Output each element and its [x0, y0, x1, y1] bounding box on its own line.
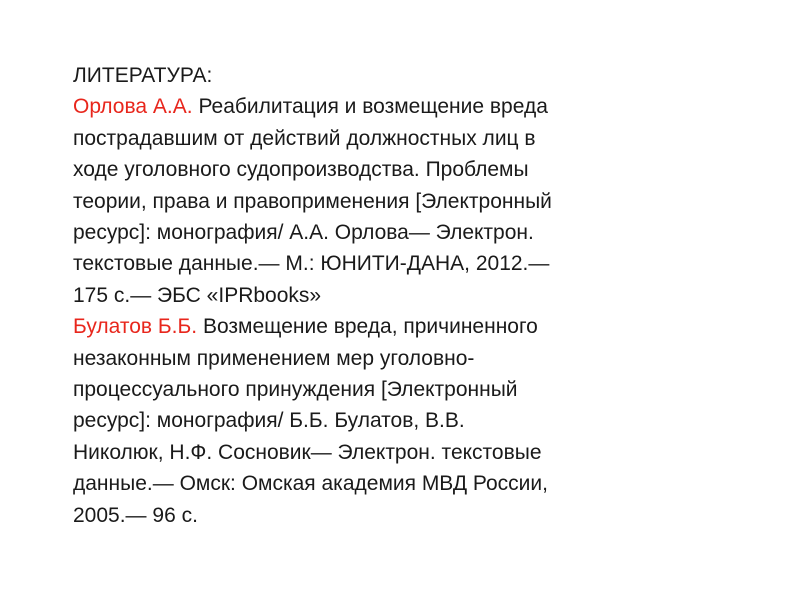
entry-line: Николюк, Н.Ф. Сосновик— Электрон. текстовые	[73, 440, 542, 464]
entry-author: Орлова А.А.	[73, 95, 193, 119]
entry-line: данные.— Омск: Омская академия МВД России,	[73, 472, 548, 496]
bibliography-entry-orlova	[73, 91, 733, 311]
entry-text: Реабилитация и возмещение вреда	[198, 95, 548, 119]
entry-author: Булатов Б.Б.	[73, 315, 198, 339]
entry-line: ресурс]: монография/ А.А. Орлова— Электрон.	[73, 221, 534, 245]
entry-line: процессуального принуждения [Электронный	[73, 378, 518, 402]
bibliography-entry-bulatov	[73, 311, 733, 531]
entry-line: 175 с.— ЭБС «IPRbooks»	[73, 283, 322, 307]
entry-line: теории, права и правоприменения [Электронный	[73, 189, 552, 213]
entry-line	[73, 91, 733, 122]
entry-line: ресурс]: монография/ Б.Б. Булатов, В.В.	[73, 409, 465, 433]
entry-line: текстовые данные.— М.: ЮНИТИ-ДАНА, 2012.—	[73, 252, 550, 276]
entry-line	[73, 311, 733, 342]
entry-line: незаконным применением мер уголовно-	[73, 346, 475, 370]
entry-text: Возмещение вреда, причиненного	[202, 315, 538, 339]
entry-line: 2005.— 96 с.	[73, 503, 198, 527]
entry-line: пострадавшим от действий должностных лиц в	[73, 126, 536, 150]
entry-line: ходе уголовного судопроизводства. Проблемы	[73, 158, 529, 182]
bibliography-block	[73, 60, 733, 531]
section-heading: ЛИТЕРАТУРА:	[73, 64, 213, 87]
